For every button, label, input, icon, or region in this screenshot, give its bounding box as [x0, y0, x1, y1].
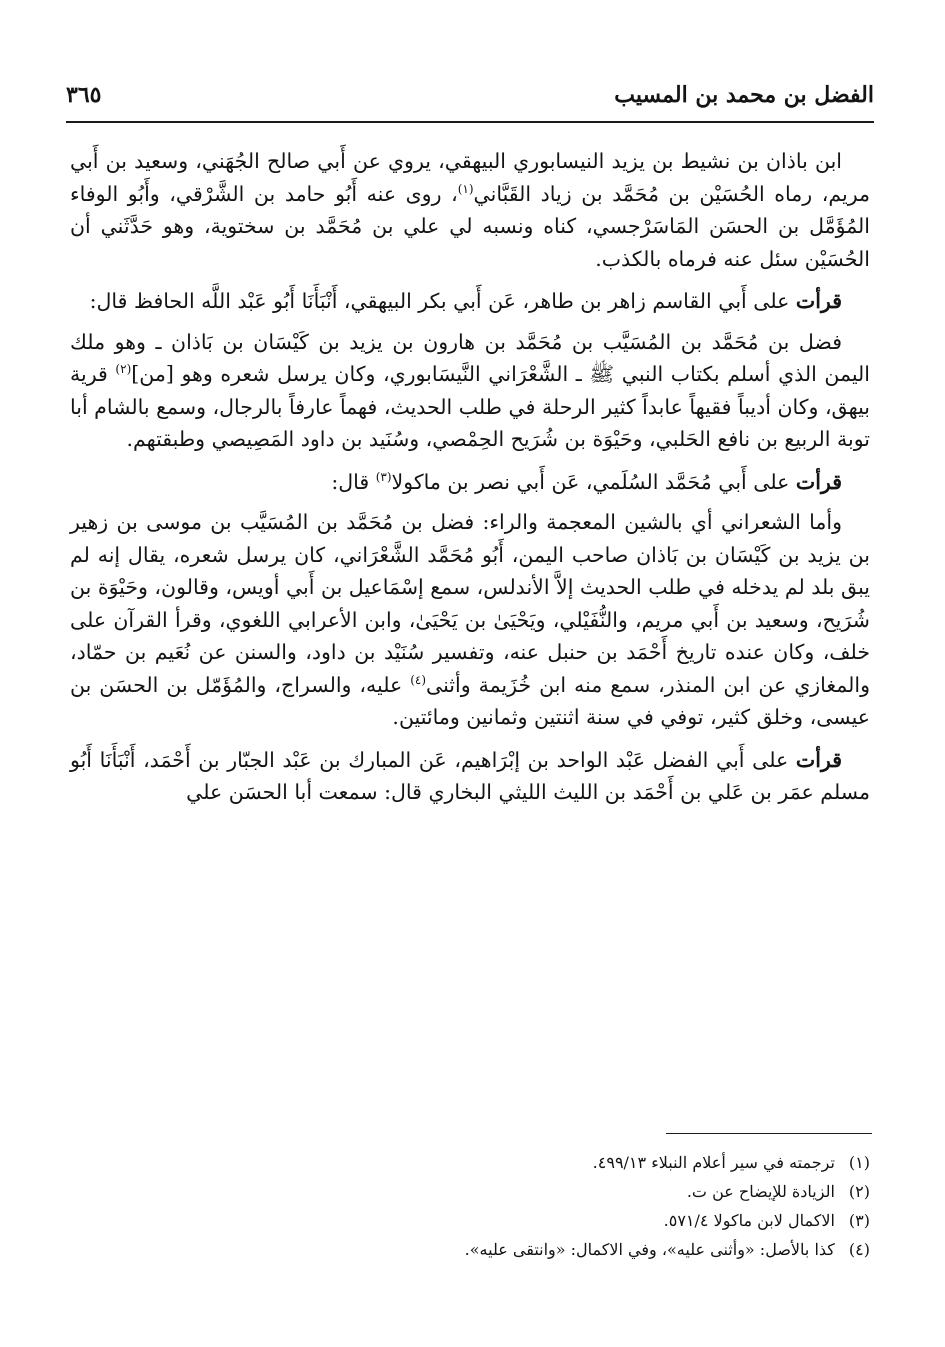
paragraph-2	[70, 285, 870, 318]
footnote-marker: (٢)	[115, 362, 132, 377]
page-number: ٣٦٥	[66, 82, 102, 108]
paragraph-text: وأما الشعراني أي بالشين المعجمة والراء: فضل بن مُحَمَّد بن المُسَيَّب بن موسى بن زهير بن يزيد بن كَيْسَان بن بَاذان صاحب اليمن، أَبُو مُحَمَّد الشَّعْرَاني، كان يرسل شعره، يقال إنه لم يبق بلد لم يدخله في طلب الحديث إلاَّ الأندلس، سمع إسْمَاعيل بن أَبي أويس، وقالون، وحَيْوَة بن شُرَيح، وسعيد بن أَبي مريم، والنُّفَيْلي، ويَحْيَىٰ بن يَحْيَىٰ، وابن الأعرابي اللغوي، وقرأ القرآن على خلف، وكان عنده تاريخ أَحْمَد بن حنبل عنه، وتفسير سُنَيْد بن داود، والسنن عن نُعَيم بن حمّاد، والمغازي عن ابن المنذر، سمع منه ابن خُزَيمة وأثنى	[70, 510, 871, 697]
footnote-marker: (٣)	[375, 469, 392, 484]
footnote-1	[70, 1148, 870, 1177]
header-rule	[66, 121, 874, 123]
paragraph-text-continued: قرية بيهق، وكان أديباً فقيهاً عابداً كثير الرحلة في طلب الحديث، فهماً عارفاً بالرجال، وسمع بالشام أبا توبة الربيع بن نافع الحَلبي، وحَيْوَة بن شُرَيح الحِمْصي، وسُنَيد بن داود المَصِيصي وطبقتهم.	[70, 362, 870, 451]
running-title: الفضل بن محمد بن المسيب	[614, 82, 874, 108]
paragraph-lead-word: قرأت	[795, 289, 842, 313]
footnote-text: كذا بالأصل: «وأثنى عليه»، وفي الاكمال: «وانتقى عليه».	[464, 1240, 835, 1259]
paragraph-1	[70, 145, 870, 275]
footnote-3	[70, 1206, 870, 1235]
paragraph-lead-word: قرأت	[795, 469, 842, 494]
footnote-text: ترجمته في سير أعلام النبلاء ٤٩٩/١٣.	[592, 1153, 835, 1172]
footnote-number: (٣)	[848, 1211, 870, 1230]
footnote-4	[70, 1235, 870, 1264]
paragraph-lead-word: قرأت	[795, 747, 842, 772]
paragraph-text: فضل بن مُحَمَّد بن المُسَيَّب بن مُحَمَّد بن هارون بن يزيد بن كَيْسَان بن بَاذان ـ وهو ملك اليمن الذي أسلم بكتاب النبي ﷺ ـ الشَّعْرَاني النَّيسَابوري، وكان يرسل شعره وهو [من]	[70, 329, 871, 386]
paragraph-text: على أَبي مُحَمَّد السُلَمي، عَن أَبي نصر بن ماكولا	[391, 469, 796, 494]
footnote-number: (١)	[848, 1153, 870, 1172]
footnote-number: (٢)	[848, 1182, 870, 1201]
paragraph-text-continued: عليه، والسراج، والمُؤَمّل بن الحسَن بن عيسى، وخلق كثير، توفي في سنة اثنتين وثمانين ومائتين.	[70, 672, 870, 729]
paragraph-text: على أَبي الفضل عَبْد الواحد بن إبْرَاهيم، عَن المبارك بن عَبْد الجبّار بن أَحْمَد، أَنْبَأَنَا أَبُو مسلم عمَر بن عَلي بن أَحْمَد بن الليث الليثي البخاري قال: سمعت أبا الحسَن علي	[70, 747, 870, 804]
paragraph-4	[70, 466, 870, 499]
main-text	[70, 145, 870, 819]
footnote-marker: (١)	[457, 181, 474, 196]
footnote-text: الاكمال لابن ماكولا ٥٧١/٤.	[663, 1211, 835, 1230]
paragraph-text-continued: ، روى عنه أَبُو حامد بن الشَّرْقي، وأَبُو الوفاء المُؤَمَّل بن الحسَن المَاسَرْجسي، كناه ونسبه لي علي بن مُحَمَّد بن سختوية، وهو حَدَّثَني أن الحُسَيْن سئل عنه فرماه بالكذب.	[70, 181, 870, 271]
footnote-2	[70, 1177, 870, 1206]
page-header	[66, 78, 874, 112]
paragraph-6	[70, 744, 870, 809]
paragraph-text: ابن باذان بن نشيط بن يزيد النيسابوري البيهقي، يروي عن أَبي صالح الجُهَني، وسعيد بن أَبي مريم، رماه الحُسَيْن بن مُحَمَّد بن زياد القَبَّاني	[70, 149, 870, 206]
footnote-rule	[666, 1133, 872, 1134]
footnote-text: الزيادة للإيضاح عن ت.	[686, 1182, 835, 1201]
paragraph-text: على أَبي القاسم زاهر بن طاهر، عَن أَبي بكر البيهقي، أَنْبَأَنَا أَبُو عَبْد اللَّه الحافظ قال:	[89, 289, 796, 313]
footnote-number: (٤)	[848, 1240, 870, 1259]
footnotes	[70, 1148, 870, 1264]
paragraph-3	[70, 326, 870, 456]
paragraph-5	[70, 506, 870, 734]
paragraph-text-continued: قال:	[331, 469, 376, 494]
footnote-marker: (٤)	[410, 672, 427, 687]
